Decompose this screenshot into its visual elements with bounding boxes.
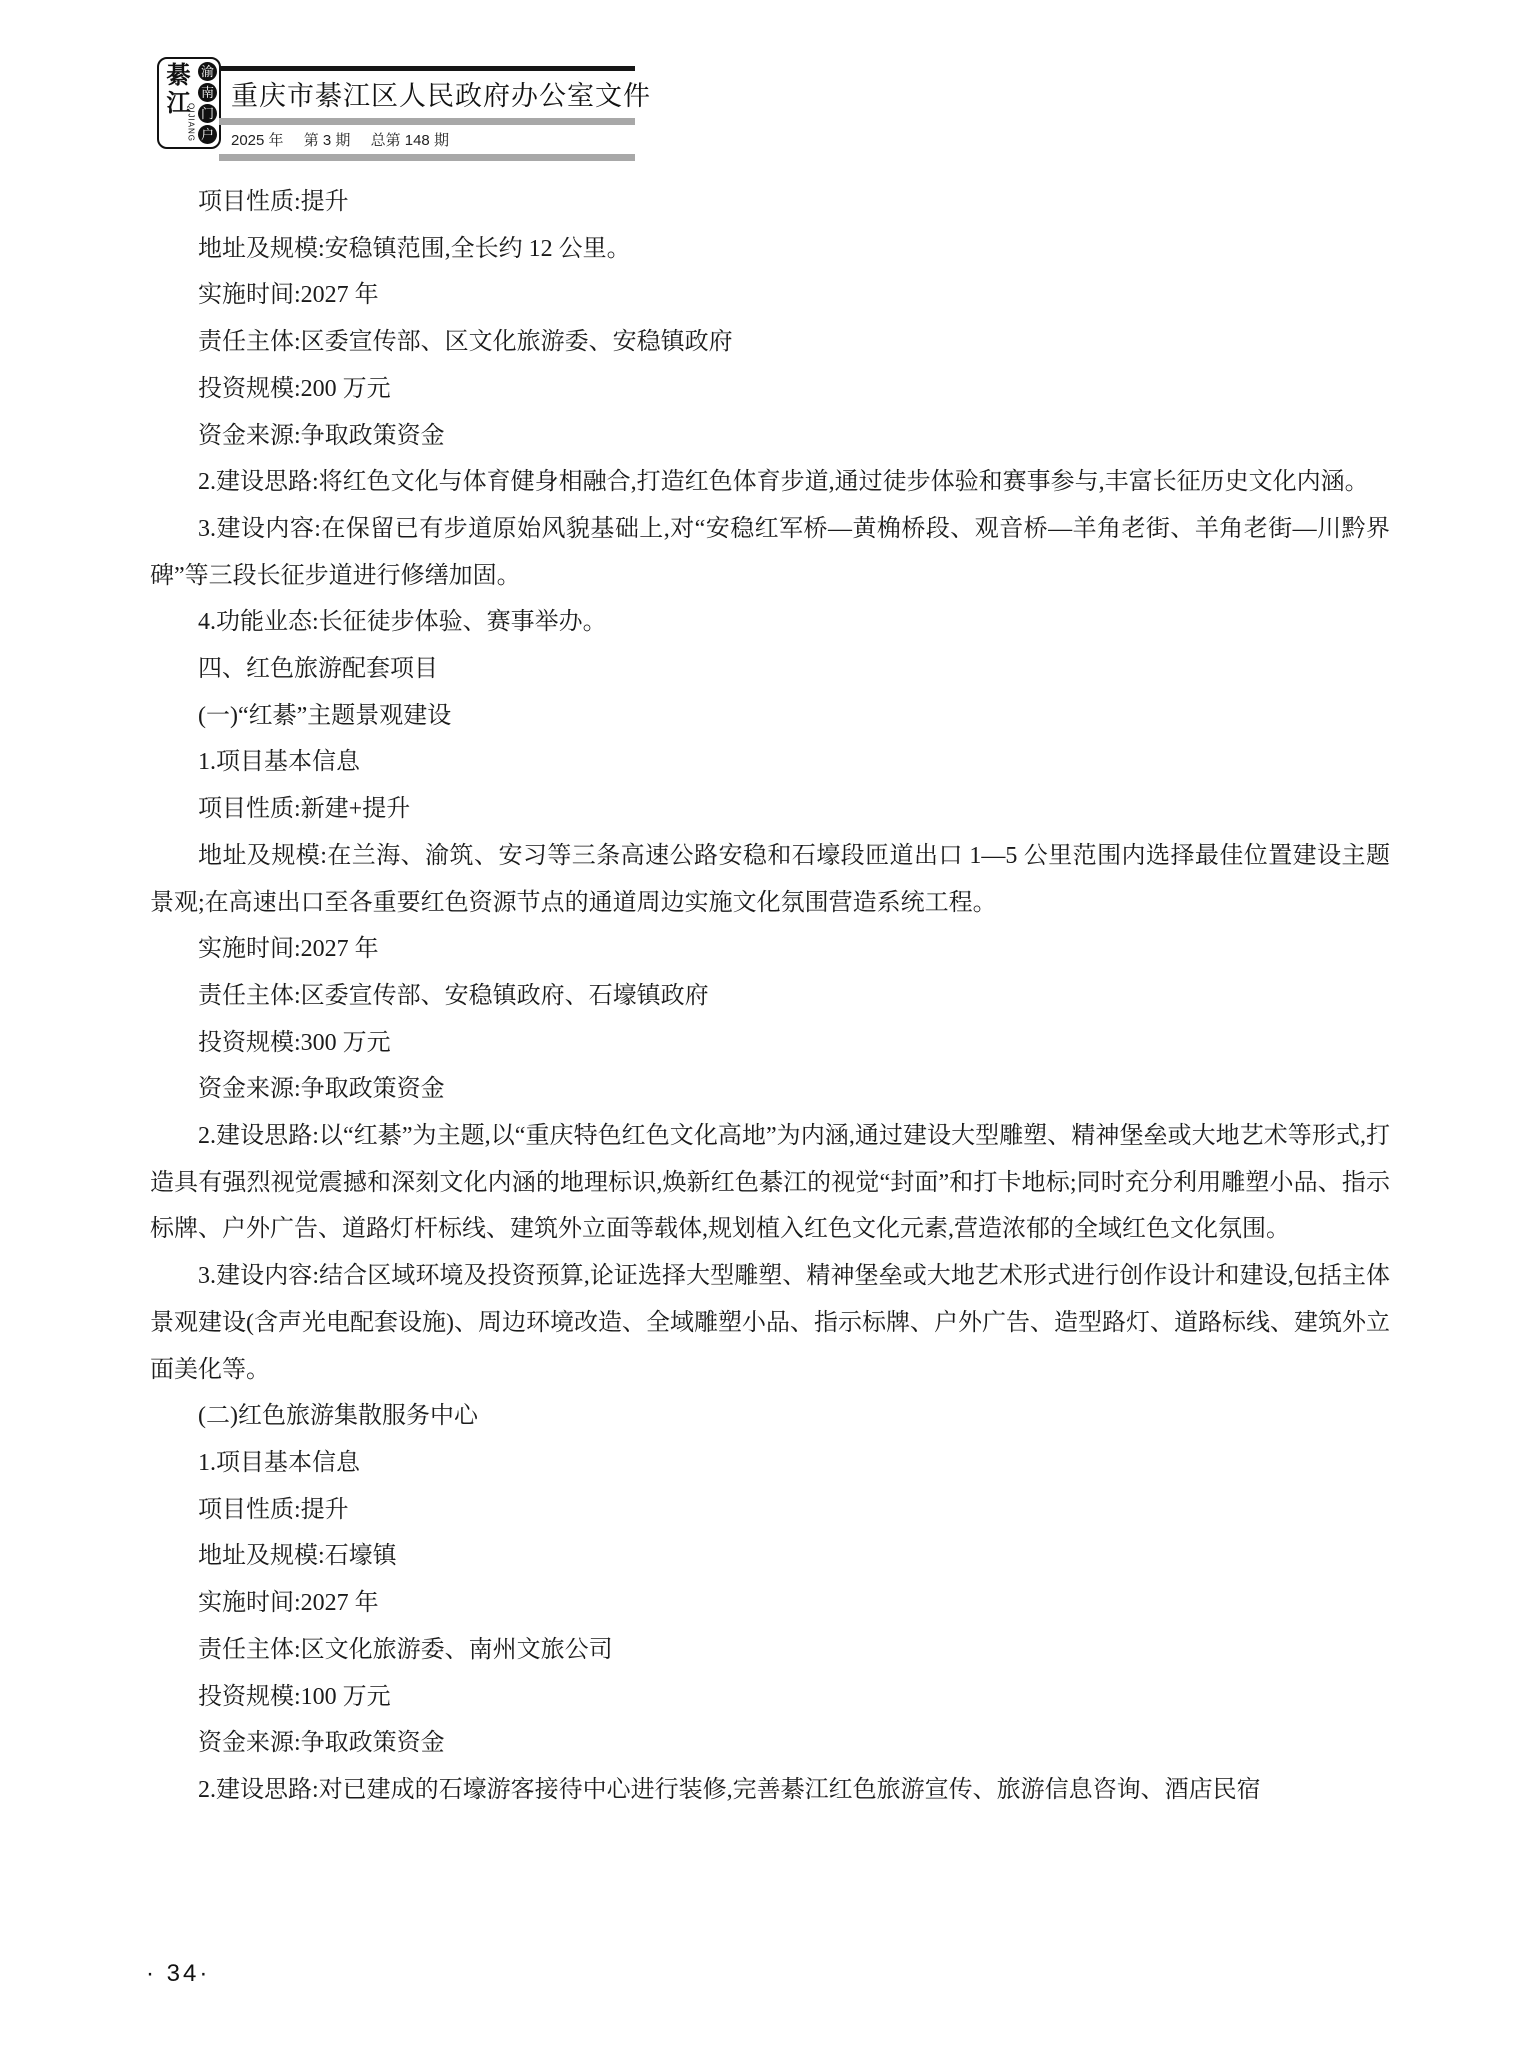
paragraph: 投资规模:100 万元 — [198, 1683, 391, 1710]
paragraph: 地址及规模:石壕镇 — [198, 1543, 397, 1570]
logo-seal-column — [198, 62, 217, 144]
paragraph: 项目性质:提升 — [198, 189, 349, 215]
paragraph: 1.项目基本信息 — [198, 749, 360, 776]
paragraph: 项目性质:新建+提升 — [198, 796, 411, 823]
paragraph: 资金来源:争取政策资金 — [198, 1076, 445, 1103]
paragraph: 投资规模:300 万元 — [198, 1029, 391, 1056]
paragraph: (一)“红綦”主题景观建设 — [198, 702, 452, 729]
paragraph: 实施时间:2027 年 — [198, 936, 379, 963]
page-number: · 34· — [146, 1960, 211, 1987]
paragraph: 地址及规模:安稳镇范围,全长约 12 公里。 — [198, 235, 631, 262]
paragraph: 实施时间:2027 年 — [198, 282, 379, 309]
seal-icon: 户 — [198, 125, 217, 144]
seal-icon: 南 — [198, 83, 217, 102]
paragraph: 3.建设内容:在保留已有步道原始风貌基础上,对“安稳红军桥—黄桷桥段、观音桥—羊角老街、羊角老街—川黔界碑”等三段长征步道进行修缮加固。 — [150, 515, 1390, 589]
document-header — [219, 66, 651, 161]
logo-romanized-text: QIJIANG — [186, 102, 196, 142]
paragraph: 资金来源:争取政策资金 — [198, 422, 445, 449]
paragraph: 责任主体:区文化旅游委、南州文旅公司 — [198, 1636, 613, 1663]
paragraph: 四、红色旅游配套项目 — [198, 656, 438, 683]
seal-icon: 渝 — [198, 62, 217, 81]
document-title: 重庆市綦江区人民政府办公室文件 — [231, 81, 651, 111]
qijiang-logo — [157, 57, 221, 149]
seal-icon: 门 — [198, 104, 217, 123]
paragraph: 资金来源:争取政策资金 — [198, 1730, 445, 1757]
header-divider-top — [219, 118, 635, 125]
paragraph: 实施时间:2027 年 — [198, 1590, 379, 1617]
paragraph: 4.功能业态:长征徒步体验、赛事举办。 — [198, 609, 607, 636]
paragraph: 责任主体:区委宣传部、区文化旅游委、安稳镇政府 — [198, 329, 733, 356]
paragraph: 2.建设思路:将红色文化与体育健身相融合,打造红色体育步道,通过徒步体验和赛事参与,丰富长征历史文化内涵。 — [198, 469, 1369, 496]
paragraph: 责任主体:区委宣传部、安稳镇政府、石壕镇政府 — [198, 982, 709, 1009]
issue-number: 第 3 期 — [303, 132, 351, 149]
paragraph: 2.建设思路:对已建成的石壕游客接待中心进行装修,完善綦江红色旅游宣传、旅游信息咨询、酒店民宿 — [198, 1776, 1261, 1803]
issue-total: 总第 148 期 — [370, 132, 449, 149]
logo-calligraphy-text: 綦江 — [162, 62, 188, 118]
paragraph: 1.项目基本信息 — [198, 1449, 360, 1476]
paragraph: 投资规模:200 万元 — [198, 375, 391, 402]
paragraph: 地址及规模:在兰海、渝筑、安习等三条高速公路安稳和石壕段匝道出口 1—5 公里范围内选择最佳位置建设主题景观;在高速出口至各重要红色资源节点的通道周边实施文化氛围营造系统工程。 — [150, 842, 1390, 916]
paragraph: 2.建设思路:以“红綦”为主题,以“重庆特色红色文化高地”为内涵,通过建设大型雕塑、精神堡垒或大地艺术等形式,打造具有强烈视觉震撼和深刻文化内涵的地理标识,焕新红色綦江的视觉“封面”和打卡地标;同时充分利用雕塑小品、指示标牌、户外广告、道路灯杆标线、建筑外立面等载体,规划植入红色文化元素,营造浓郁的全域红色文化氛围。 — [150, 1123, 1390, 1243]
document-body — [150, 179, 1390, 1814]
paragraph: 3.建设内容:结合区域环境及投资预算,论证选择大型雕塑、精神堡垒或大地艺术形式进行创作设计和建设,包括主体景观建设(含声光电配套设施)、周边环境改造、全域雕塑小品、指示标牌、户外广告、造型路灯、道路标线、建筑外立面美化等。 — [150, 1263, 1390, 1383]
header-divider-bottom — [219, 154, 635, 161]
issue-year: 2025 年 — [231, 132, 284, 149]
paragraph: 项目性质:提升 — [198, 1496, 349, 1523]
paragraph: (二)红色旅游集散服务中心 — [198, 1403, 478, 1430]
issue-info — [219, 125, 635, 154]
